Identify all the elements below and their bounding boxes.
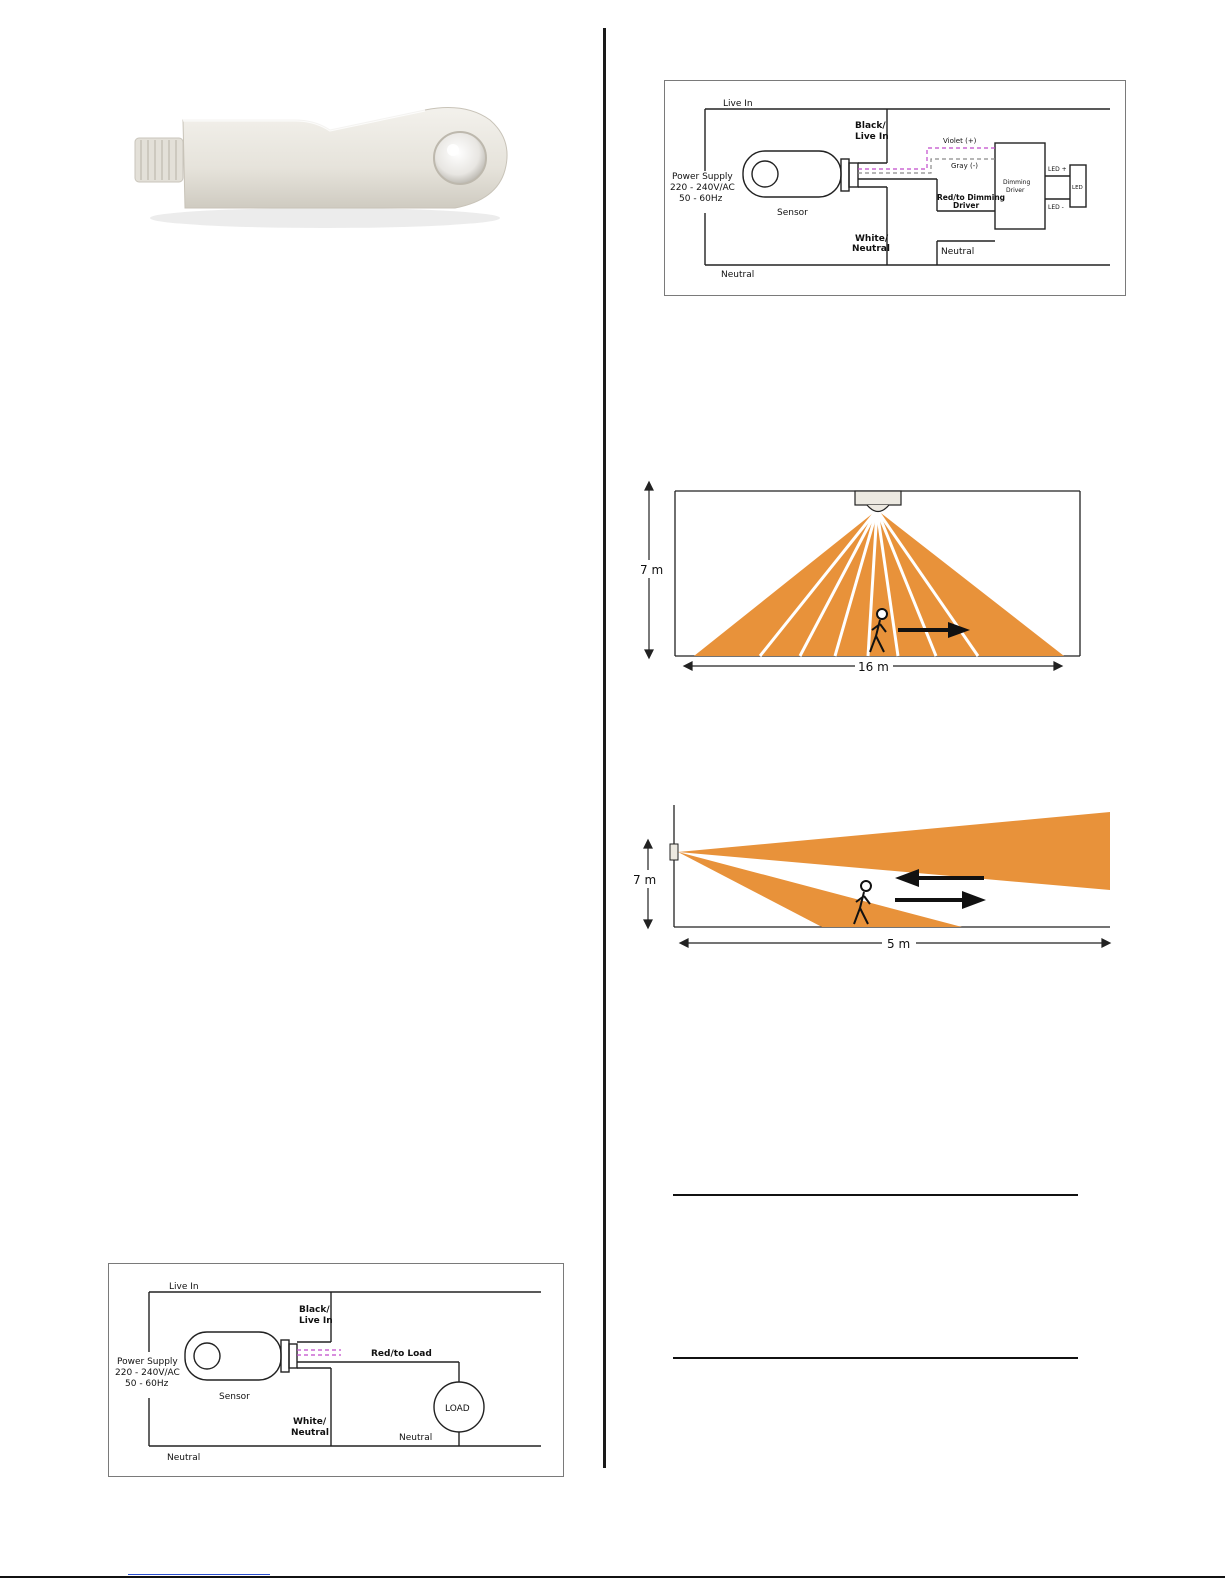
black-wire-label-2: Live In — [855, 132, 889, 142]
wiring-diagram-load — [108, 1263, 564, 1477]
neutral-inner-label: Neutral — [941, 247, 975, 257]
black-wire-label-2: Live In — [299, 1316, 333, 1326]
black-wire-label: Black/ — [855, 121, 886, 131]
driver-label-2: Driver — [1006, 187, 1025, 194]
wiring-diagram-dimming — [664, 80, 1126, 296]
blank-rule-2 — [673, 1357, 1078, 1359]
blank-rule-1 — [673, 1194, 1078, 1196]
gray-wire-label: Gray (-) — [951, 162, 978, 170]
sensor-device-image — [125, 90, 515, 230]
white-wire-label: White/ — [293, 1417, 327, 1427]
power-supply-label: Power Supply — [672, 172, 733, 182]
column-divider — [603, 28, 606, 1468]
product-photo — [125, 90, 515, 230]
neutral-bottom-label: Neutral — [721, 270, 755, 280]
frequency-label: 50 - 60Hz — [679, 194, 723, 204]
live-in-label: Live In — [723, 99, 753, 109]
white-wire-label-2: Neutral — [852, 244, 890, 254]
violet-wire-label: Violet (+) — [943, 137, 977, 145]
footer-rule — [0, 1576, 1225, 1578]
height-dimension-label: 7 m — [640, 563, 664, 577]
led-plus-label: LED + — [1048, 166, 1067, 173]
voltage-label: 220 - 240V/AC — [670, 183, 735, 193]
live-in-label: Live In — [169, 1282, 199, 1292]
white-wire-label-2: Neutral — [291, 1428, 329, 1438]
red-wire-label: Red/to Load — [371, 1349, 432, 1359]
height-dimension-label: 7 m — [633, 873, 657, 887]
red-wire-label-2: Driver — [953, 201, 980, 210]
neutral-bottom-label: Neutral — [167, 1453, 201, 1463]
black-wire-label: Black/ — [299, 1305, 330, 1315]
red-wire-label: Red/to Dimming — [937, 193, 1006, 202]
neutral-inner-label: Neutral — [399, 1433, 433, 1443]
width-dimension-label: 16 m — [858, 660, 889, 674]
width-dimension-label: 5 m — [887, 937, 911, 951]
detection-diagram-top — [640, 478, 1090, 688]
white-wire-label: White/ — [855, 234, 889, 244]
power-supply-label: Power Supply — [117, 1357, 178, 1367]
arrow-right-icon — [895, 891, 986, 909]
detection-diagram-side — [632, 800, 1112, 965]
led-minus-label: LED - — [1048, 204, 1064, 211]
voltage-label: 220 - 240V/AC — [115, 1368, 180, 1378]
frequency-label: 50 - 60Hz — [125, 1379, 169, 1389]
sensor-label: Sensor — [219, 1392, 250, 1402]
load-label: LOAD — [445, 1404, 470, 1414]
driver-label: Dimming — [1003, 179, 1031, 186]
led-label: LED — [1072, 185, 1083, 191]
sensor-label: Sensor — [777, 208, 808, 218]
